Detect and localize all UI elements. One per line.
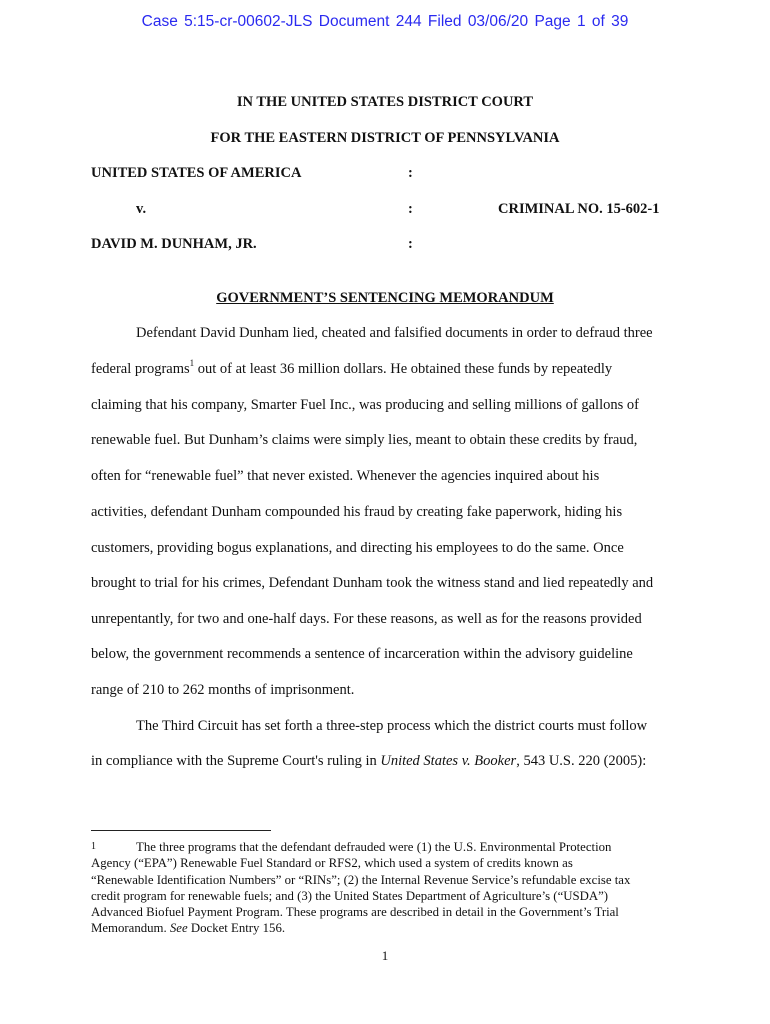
case-number: CRIMINAL NO. 15-602-1 [498, 201, 660, 217]
footnote-line: Advanced Biofuel Payment Program. These programs are described in detail in the Government’s Trial [91, 905, 619, 919]
footnote-text: Memorandum. [91, 921, 170, 935]
paragraph-line: often for “renewable fuel” that never existed. Whenever the agencies inquired about his [91, 468, 600, 484]
paragraph-line: The Third Circuit has set forth a three-step process which the district courts must follow [136, 718, 648, 734]
paragraph-text: federal programs [91, 361, 190, 377]
footnote-line: credit program for renewable fuels; and (3) the United States Department of Agriculture’s (“USDA”) [91, 889, 609, 903]
paragraph-line: unrepentantly, for two and one-half days. For these reasons, as well as for the reasons provided [91, 611, 642, 627]
memorandum-title: GOVERNMENT’S SENTENCING MEMORANDUM [216, 290, 554, 306]
paragraph-line: renewable fuel. But Dunham’s claims were simply lies, meant to obtain these credits by fraud, [91, 432, 638, 448]
paragraph-line: customers, providing bogus explanations, and directing his employees to do the same. Once [91, 540, 624, 556]
paragraph-text: , 543 U.S. 220 (2005): [516, 753, 647, 769]
footnote-line: The three programs that the defendant defrauded were (1) the U.S. Environmental Protection [136, 840, 612, 854]
paragraph-text: in compliance with the Supreme Court's ruling in [91, 753, 381, 769]
footnote-line: Agency (“EPA”) Renewable Fuel Standard or RFS2, which used a system of credits known as [91, 856, 573, 870]
footnote-text: Docket Entry 156. [187, 921, 286, 935]
signal-see: See [169, 921, 188, 935]
docket-header: Case 5:15-cr-00602-JLS Document 244 Filed 03/06/20 Page 1 of 39 [141, 13, 629, 30]
paragraph-line [91, 753, 646, 770]
paragraph-line: range of 210 to 262 months of imprisonment. [91, 682, 355, 698]
footnote-number: 1 [91, 841, 96, 852]
paragraph-line: activities, defendant Dunham compounded his fraud by creating fake paperwork, hiding his [91, 504, 623, 520]
caption-colon: : [408, 165, 413, 181]
footnote-divider [91, 830, 271, 831]
court-name-line2: FOR THE EASTERN DISTRICT OF PENNSYLVANIA [210, 130, 560, 146]
caption-versus: v. [136, 201, 147, 217]
caption-plaintiff: UNITED STATES OF AMERICA [91, 165, 302, 181]
footnote-line: “Renewable Identification Numbers” or “RINs”; (2) the Internal Revenue Service’s refundable excise tax [91, 873, 631, 887]
caption-colon: : [408, 201, 413, 217]
paragraph-text: out of at least 36 million dollars. He obtained these funds by repeatedly [194, 361, 613, 377]
court-name-line1: IN THE UNITED STATES DISTRICT COURT [236, 94, 534, 110]
paragraph-line: Defendant David Dunham lied, cheated and falsified documents in order to defraud three [136, 325, 653, 341]
paragraph-line: brought to trial for his crimes, Defendant Dunham took the witness stand and lied repeatedly and [91, 575, 654, 591]
paragraph-line [91, 358, 613, 378]
caption-defendant: DAVID M. DUNHAM, JR. [91, 236, 257, 252]
footnote-marker: 1 [189, 358, 195, 368]
caption-colon: : [408, 236, 413, 252]
case-citation: United States v. Booker [380, 753, 517, 769]
paragraph-line: claiming that his company, Smarter Fuel Inc., was producing and selling millions of gallons of [91, 397, 639, 413]
page-number: 1 [381, 948, 389, 963]
paragraph-line: below, the government recommends a sentence of incarceration within the advisory guideline [91, 646, 633, 662]
footnote-line [91, 920, 285, 936]
